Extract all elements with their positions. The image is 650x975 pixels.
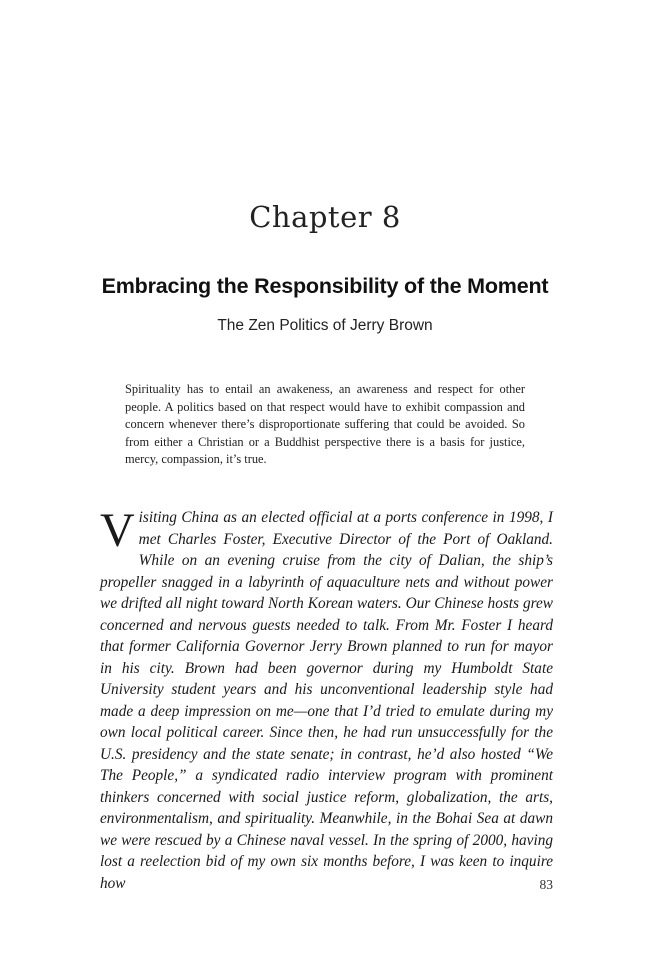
- body-paragraph: [100, 504, 553, 894]
- chapter-subtitle: The Zen Politics of Jerry Brown: [217, 317, 433, 334]
- body-paragraph-text: isiting China as an elected official at a ports conference in 1998, I met Charles Foster, Executive Director of the Port of Oakland. While on an evening cruise from the city of Dalian, the ship’s propeller snagged in a labyrinth of aquaculture nets and without power we drifted all night toward North Korean waters. Our Chinese hosts grew concerned and nervous guests needed to talk. From Mr. Foster I heard that former California Governor Jerry Brown planned to run for mayor in his city. Brown had been governor during my Humboldt State University student years and his unconventional leadership style had made a deep impression on me—one that I’d tried to emulate during my own local political career. Since then, he had run unsuccessfully for the U.S. presidency and the state senate; in contrast, he’d also hosted “We The People,” a syndicated radio interview program with prominent thinkers concerned with social justice reform, globalization, the arts, environmentalism, and spirituality. Meanwhile, in the Bohai Sea at dawn we were rescued by a Chinese naval vessel. In the spring of 2000, having lost a reelection bid of my own six months before, I was keen to inquire how: [100, 509, 553, 892]
- drop-cap: V: [100, 504, 135, 557]
- chapter-label: Chapter 8: [249, 200, 401, 234]
- page-number: 83: [539, 877, 553, 892]
- epigraph: Spirituality has to entail an awakeness, an awareness and respect for other people. A politics based on that respect would have to exhibit compassion and concern whenever there’s disproportionate suffering that could be avoided. So from either a Christian or a Buddhist perspective there is a basis for justice, mercy, compassion, it’s true.: [125, 382, 525, 466]
- chapter-title: Embracing the Responsibility of the Moment: [101, 274, 549, 298]
